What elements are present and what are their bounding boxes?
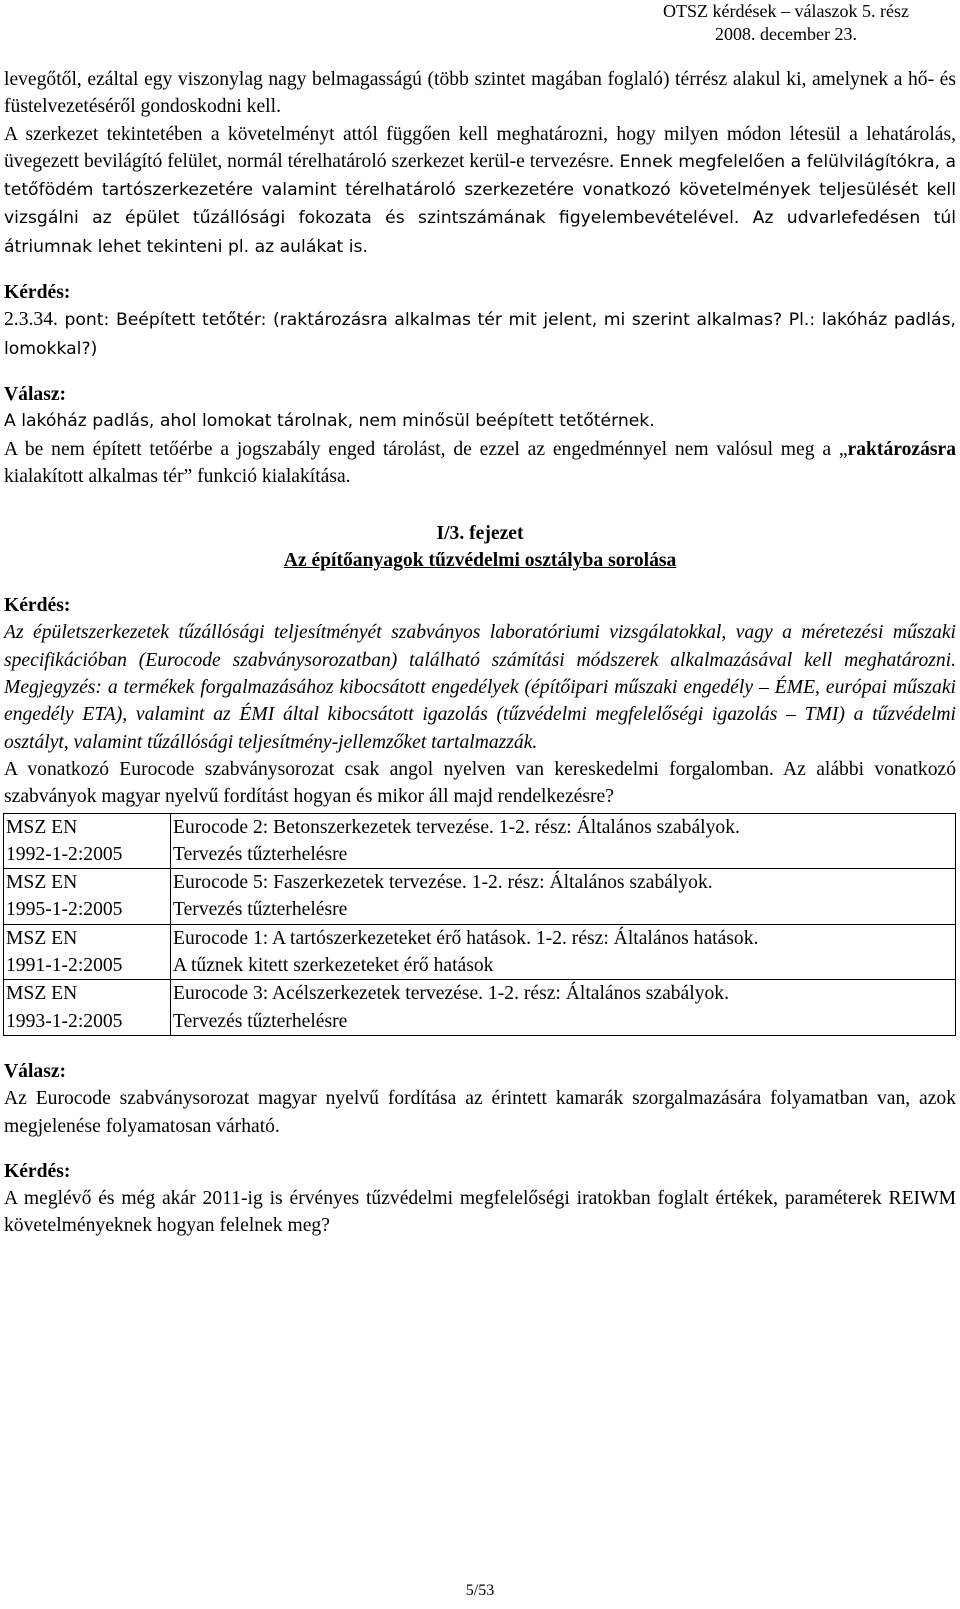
question-3-text: A meglévő és még akár 2011-ig is érvényes tűzvédelmi megfelelőségi iratokban foglalt értékek, paraméterek REIWM követelményeknek hogyan felelnek meg? <box>4 1188 956 1237</box>
standard-code: MSZ EN 1992-1-2:2005 <box>4 813 171 869</box>
standard-title: Eurocode 2: Betonszerkezetek tervezése. 1-2. rész: Általános szabályok. Tervezés tűzterhelésre <box>171 813 956 869</box>
standard-code: MSZ EN 1993-1-2:2005 <box>4 980 171 1036</box>
table-row <box>4 869 956 925</box>
chapter-number: I/3. fejezet <box>436 523 524 545</box>
answer-label-1: Válasz: <box>4 383 67 405</box>
table-row <box>4 924 956 980</box>
chapter-title: Az építőanyagok tűzvédelmi osztályba sorolása <box>283 550 677 572</box>
question-label-2: Kérdés: <box>4 595 71 617</box>
standard-code: MSZ EN 1991-1-2:2005 <box>4 924 171 980</box>
header-date: 2008. december 23. <box>715 24 857 44</box>
answer-2-text: Az Eurocode szabványsorozat magyar nyelvű fordítása az érintett kamarák szorgalmazására folyamatban van, azok megjelenése folyamatosan várható. <box>4 1088 956 1137</box>
question-2-text: A vonatkozó Eurocode szabványsorozat csak angol nyelven van kereskedelmi forgalomban. Az alábbi vonatkozó szabványok magyar nyelvű fordítást hogyan és mikor áll majd rendelkezésre? <box>4 758 956 808</box>
answer-1-end: kialakított alkalmas tér” funkció kialakítása. <box>4 465 351 487</box>
answer-1-paragraph-2 <box>4 436 956 491</box>
standard-title: Eurocode 5: Faszerkezetek tervezése. 1-2. rész: Általános szabályok. Tervezés tűzterhelésre <box>171 869 956 925</box>
intro-paragraph-2 <box>4 121 956 261</box>
intro-paragraph-2-start: A szerkezet tekintetében a követelményt attól függően kell meghatározni, hogy milyen módon létesül a lehatárolás, üvegezett bevilágító felület, normál térelhatároló szerkezet kerül-e tervezésre. <box>4 123 956 172</box>
answer-label-2: Válasz: <box>4 1060 67 1082</box>
page-number: 5/53 <box>465 1582 495 1599</box>
question-1-number: 2.3.34. <box>4 309 58 331</box>
standard-code: MSZ EN 1995-1-2:2005 <box>4 869 171 925</box>
page-header <box>636 0 936 46</box>
intro-paragraph-2-rest: Ennek megfelelően a felülvilágítókra, a tetőfödém tartószerkezetére valamint térelhatároló szerkezetére vonatkozó követelmények teljesülését kell vizsgálni az épület tűzállósági fokozata és szintszámának figyelembevételével. Az udvarlefedésen túl átriumnak lehet tekinteni pl. az aulákat is. <box>4 151 957 257</box>
answer-1-bold-term: raktározásra <box>847 438 956 460</box>
table-row <box>4 813 956 869</box>
standards-table <box>3 813 956 1036</box>
question-label-3: Kérdés: <box>4 1160 71 1182</box>
answer-1-paragraph-1: A lakóház padlás, ahol lomokat tárolnak, nem minősül beépített tetőtérnek. <box>4 411 655 432</box>
question-1-text <box>4 306 956 363</box>
question-1-body: pont: Beépített tetőtér: (raktározásra alkalmas tér mit jelent, mi szerint alkalmas? Pl.: lakóház padlás, lomokkal?) <box>4 310 956 359</box>
standard-title: Eurocode 3: Acélszerkezetek tervezése. 1-2. rész: Általános szabályok. Tervezés tűzterhelésre <box>171 980 956 1036</box>
table-row <box>4 980 956 1036</box>
question-2-italic: Az épületszerkezetek tűzállósági teljesítményét szabványos laboratóriumi vizsgálatokkal, vagy a méretezési műszaki specifikációban (Eurocode szabványsorozatban) található számítási módszerek alkalmazásával kell meghatározni. Megjegyzés: a termékek forgalmazásához kibocsátott engedélyek (építőipari műszaki engedély – ÉME, európai műszaki engedély ETA), valamint az ÉMI által kibocsátott igazolás (tűzvédelmi megfelelőségi igazolás – TMI) a tűzvédelmi osztályt, valamint tűzállósági teljesítmény-jellemzőket tartalmazzák. <box>4 622 956 753</box>
header-title: OTSZ kérdések – válaszok 5. rész <box>663 1 909 21</box>
document-body <box>4 66 956 1240</box>
answer-1-start: A be nem épített tetőérbe a jogszabály enged tárolást, de ezzel az engedménnyel nem valósul meg a „ <box>4 438 848 460</box>
standard-title: Eurocode 1: A tartószerkezeteket érő hatások. 1-2. rész: Általános hatások. A tűznek kitett szerkezeteket érő hatások <box>171 924 956 980</box>
intro-paragraph-1: levegőtől, ezáltal egy viszonylag nagy belmagasságú (több szintet magában foglaló) térrész alakul ki, amelynek a hő- és füstelvezetéséről gondoskodni kell. <box>4 69 956 118</box>
question-label-1: Kérdés: <box>4 282 71 304</box>
